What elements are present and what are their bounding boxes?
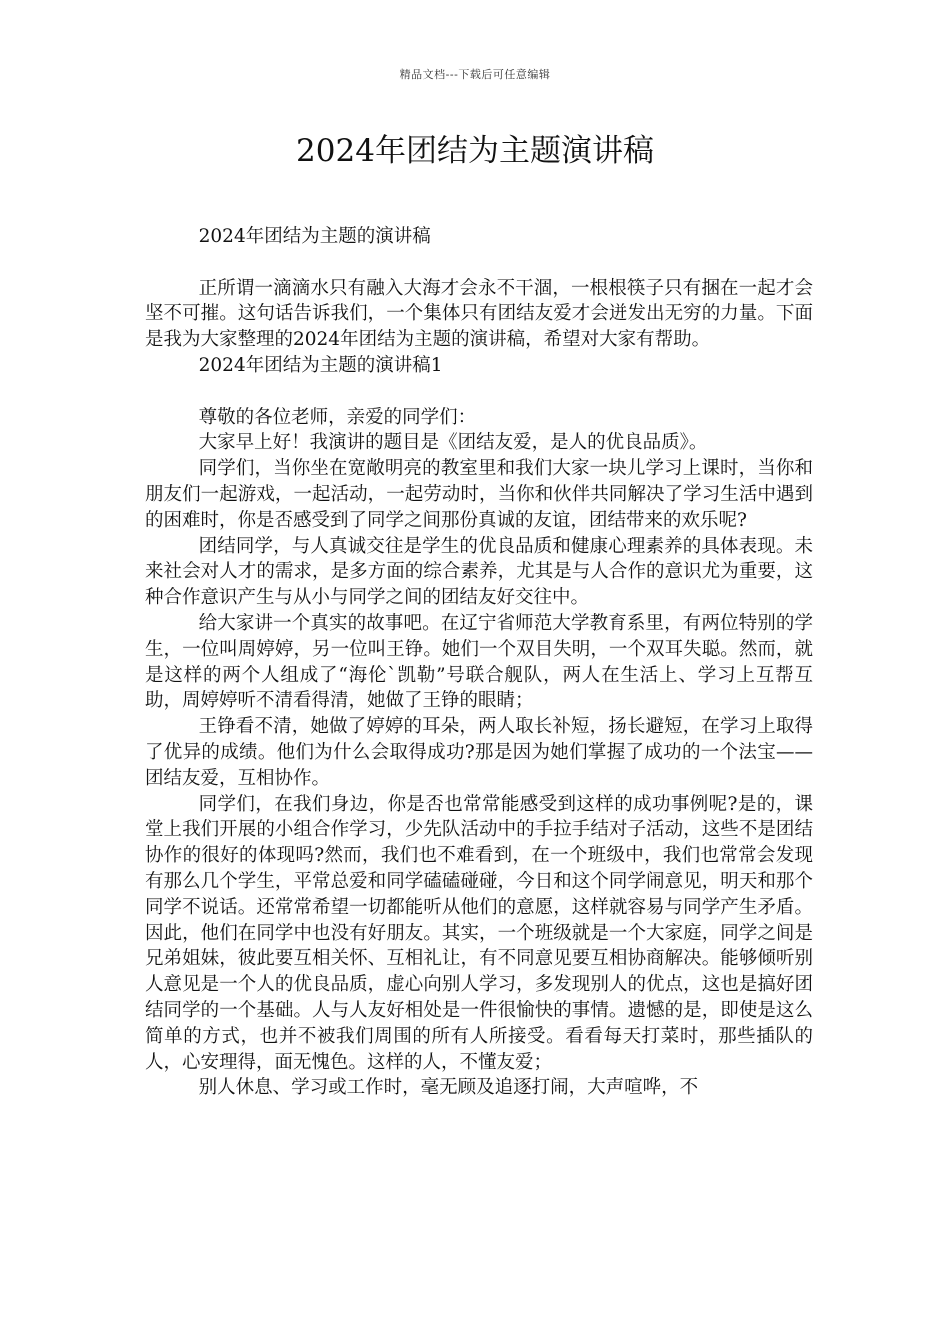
document-body [145,224,813,1101]
body-paragraph: 王铮看不清，她做了婷婷的耳朵，两人取长补短，扬长避短，在学习上取得了优异的成绩。他们为什么会取得成功?那是因为她们掌握了成功的一个法宝——团结友爱，互相协作。 [145,716,813,789]
document-title: 2024年团结为主题演讲稿 [296,133,654,169]
body-paragraph: 大家早上好！我演讲的题目是《团结友爱，是人的优良品质》。 [198,432,708,454]
body-paragraph: 别人休息、学习或工作时，毫无顾及追逐打闹，大声喧哗，不 [198,1077,699,1099]
body-paragraph: 给大家讲一个真实的故事吧。在辽宁省师范大学教育系里，有两位特别的学生，一位叫周婷婷，另一位叫王铮。她们一个双目失明，一个双耳失聪。然而，就是这样的两个人组成了“海伦`凯勒”号联合舰队，两人在生活上、学习上互帮互助，周婷婷听不清看得清，她做了王铮的眼睛； [145,612,813,712]
intro-paragraph: 正所谓一滴滴水只有融入大海才会永不干涸，一根根筷子只有捆在一起才会坚不可摧。这句话告诉我们，一个集体只有团结友爱才会迸发出无穷的力量。下面是我为大家整理的2024年团结为主题的演讲稿，希望对大家有帮助。 [145,277,813,351]
page-header: 精品文档---下载后可任意编辑 [399,68,551,81]
body-paragraph: 团结同学，与人真诚交往是学生的优良品质和健康心理素养的具体表现。未来社会对人才的需求，是多方面的综合素养，尤其是与人合作的意识尤为重要，这种合作意识产生与从小与同学之间的团结友好交往中。 [145,535,813,609]
salutation-paragraph: 尊敬的各位老师，亲爱的同学们： [198,406,477,428]
body-paragraph: 同学们，当你坐在宽敞明亮的教室里和我们大家一块儿学习上课时，当你和朋友们一起游戏，一起活动，一起劳动时，当你和伙伴共同解决了学习生活中遇到的困难时，你是否感受到了同学之间那份真诚的友谊，团结带来的欢乐呢? [145,458,813,531]
body-paragraph: 同学们，在我们身边，你是否也常常能感受到这样的成功事例呢?是的，课堂上我们开展的小组合作学习，少先队活动中的手拉手结对子活动，这些不是团结协作的很好的体现吗?然而，我们也不难看到，在一个班级中，我们也常常会发现有那么几个学生，平常总爱和同学磕磕碰碰，今日和这个同学闹意见，明天和那个同学不说话。还常常希望一切都能听从他们的意愿，这样就容易与同学产生矛盾。因此，他们在同学中也没有好朋友。其实，一个班级就是一个大家庭，同学之间是兄弟姐妹，彼此要互相关怀、互相礼让，有不同意见要互相协商解决。能够倾听别人意见是一个人的优良品质，虚心向别人学习，多发现别人的优点，这也是搞好团结同学的一个基础。人与人友好相处是一件很愉快的事情。遗憾的是，即使是这么简单的方式，也并不被我们周围的所有人所接受。看看每天打菜时，那些插队的人，心安理得，面无愧色。这样的人，不懂友爱； [145,793,813,1073]
section-heading: 2024年团结为主题的演讲稿1 [198,354,443,376]
subtitle-paragraph: 2024年团结为主题的演讲稿 [198,226,431,247]
